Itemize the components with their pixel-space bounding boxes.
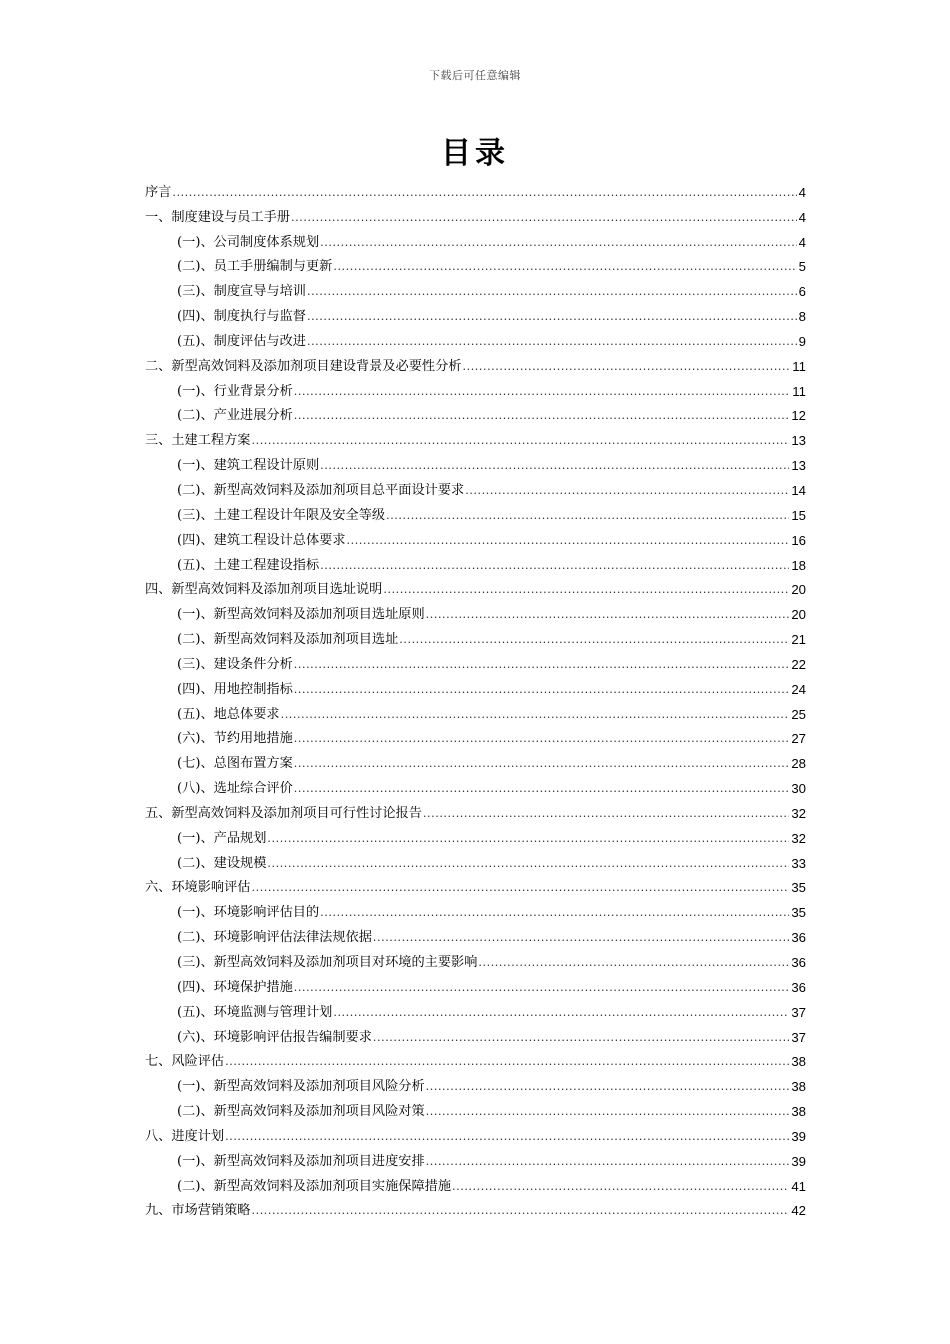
- toc-entry-label: (七)、总图布置方案: [177, 756, 293, 772]
- toc-dot-leader: [294, 407, 790, 424]
- toc-page-number: 39: [791, 1153, 806, 1169]
- toc-subentry[interactable]: [145, 375, 806, 400]
- toc-dot-leader: [294, 383, 791, 400]
- toc-subentry[interactable]: [145, 226, 806, 251]
- toc-entry-label: (三)、制度宣导与培训: [177, 284, 306, 300]
- toc-subentry[interactable]: [145, 673, 806, 698]
- toc-dot-leader: [423, 805, 789, 822]
- toc-dot-leader: [426, 1103, 790, 1120]
- toc-subentry[interactable]: [145, 1021, 806, 1046]
- toc-page-number: 37: [791, 1004, 806, 1020]
- toc-page-number: 27: [791, 731, 806, 747]
- toc-entry-label: (三)、建设条件分析: [177, 656, 293, 672]
- toc-entry-label: 三、土建工程方案: [145, 433, 251, 449]
- toc-page-number: 28: [791, 756, 806, 772]
- toc-page-number: 5: [798, 259, 806, 275]
- toc-page-number: 41: [791, 1178, 806, 1194]
- toc-page-number: 13: [791, 458, 806, 474]
- toc-dot-leader: [320, 904, 789, 921]
- toc-dot-leader: [294, 730, 790, 747]
- toc-dot-leader: [281, 706, 790, 723]
- toc-dot-leader: [267, 830, 789, 847]
- toc-entry-label: (二)、新型高效饲料及添加剂项目总平面设计要求: [177, 482, 465, 498]
- toc-subentry[interactable]: [145, 524, 806, 549]
- page-title: 目录: [441, 136, 509, 171]
- toc-page-number: 42: [791, 1203, 806, 1219]
- toc-page-number: 38: [791, 1054, 806, 1070]
- toc-page-number: 11: [792, 358, 806, 374]
- toc-entry[interactable]: [145, 201, 806, 226]
- toc-entry-label: (二)、新型高效饲料及添加剂项目风险对策: [177, 1104, 425, 1120]
- toc-page-number: 15: [791, 507, 806, 523]
- toc-entry-label: (五)、环境监测与管理计划: [177, 1004, 333, 1020]
- toc-page-number: 36: [791, 955, 806, 970]
- toc-dot-leader: [463, 358, 791, 375]
- toc-dot-leader: [252, 432, 790, 449]
- toc-subentry[interactable]: [145, 946, 806, 971]
- toc-dot-leader: [291, 209, 797, 226]
- toc-page-number: 35: [791, 905, 806, 921]
- toc-page-number: 14: [791, 482, 806, 498]
- toc-dot-leader: [426, 1078, 790, 1095]
- toc-page-number: 9: [798, 333, 806, 349]
- toc-dot-leader: [333, 258, 796, 275]
- toc-page-number: 18: [791, 557, 806, 573]
- toc-page-number: 25: [791, 706, 806, 722]
- page-header: 下载后可任意编辑: [429, 69, 521, 82]
- toc-page-number: 21: [791, 632, 806, 648]
- toc-entry-label: (一)、建筑工程设计原则: [177, 458, 320, 474]
- toc-dot-leader: [478, 954, 789, 971]
- toc-page-number: 11: [792, 383, 806, 399]
- toc-page-number: 20: [791, 582, 806, 598]
- toc-subentry[interactable]: [145, 648, 806, 673]
- toc-page-number: 33: [791, 855, 806, 871]
- toc-entry[interactable]: [145, 176, 806, 201]
- toc-page-number: 24: [791, 681, 806, 697]
- toc-entry-label: 七、风险评估: [145, 1054, 225, 1070]
- toc-dot-leader: [386, 507, 789, 524]
- toc-entry-label: (一)、新型高效饲料及添加剂项目风险分析: [177, 1079, 425, 1095]
- toc-entry-label: (六)、环境影响评估报告编制要求: [177, 1029, 372, 1045]
- toc-subentry[interactable]: [145, 300, 806, 325]
- toc-subentry[interactable]: [145, 723, 806, 748]
- toc-subentry[interactable]: [145, 623, 806, 648]
- toc-entry-label: (五)、地总体要求: [177, 706, 280, 722]
- toc-entry-label: 一、制度建设与员工手册: [145, 209, 291, 225]
- toc-dot-leader: [225, 1128, 789, 1145]
- toc-dot-leader: [294, 656, 790, 673]
- toc-subentry[interactable]: [145, 747, 806, 772]
- toc-entry[interactable]: [145, 350, 806, 375]
- toc-subentry[interactable]: [145, 1145, 806, 1170]
- toc-subentry[interactable]: [145, 400, 806, 425]
- toc-subentry[interactable]: [145, 822, 806, 847]
- toc-entry-label: (八)、选址综合评价: [177, 781, 293, 797]
- toc-entry-label: (五)、土建工程建设指标: [177, 557, 320, 573]
- toc-entry-label: (一)、行业背景分析: [177, 383, 293, 399]
- toc-page-number: 4: [798, 209, 806, 225]
- toc-dot-leader: [320, 234, 796, 251]
- toc-subentry[interactable]: [145, 449, 806, 474]
- toc-page-number: 30: [791, 781, 806, 797]
- toc-entry-label: (四)、用地控制指标: [177, 681, 293, 697]
- toc-page-number: 36: [791, 930, 806, 946]
- toc-entry-label: 四、新型高效饲料及添加剂项目选址说明: [145, 582, 383, 598]
- toc-dot-leader: [399, 631, 789, 648]
- toc-page-number: 32: [791, 830, 806, 846]
- toc-dot-leader: [320, 457, 789, 474]
- toc-dot-leader: [294, 755, 790, 772]
- toc-page-number: 4: [798, 234, 806, 250]
- toc-entry-label: (二)、产业进展分析: [177, 408, 293, 424]
- toc-subentry[interactable]: [145, 275, 806, 300]
- toc-entry-label: (二)、员工手册编制与更新: [177, 259, 333, 275]
- toc-subentry[interactable]: [145, 499, 806, 524]
- table-of-contents: [145, 176, 806, 1219]
- toc-entry-label: 六、环境影响评估: [145, 880, 251, 896]
- toc-subentry[interactable]: [145, 1070, 806, 1095]
- toc-entry-label: (一)、公司制度体系规划: [177, 234, 320, 250]
- toc-page-number: 22: [791, 656, 806, 672]
- toc-dot-leader: [452, 1178, 789, 1195]
- toc-page-number: 13: [791, 433, 806, 449]
- toc-entry-label: 五、新型高效饲料及添加剂项目可行性讨论报告: [145, 805, 422, 821]
- toc-dot-leader: [267, 855, 789, 872]
- toc-subentry[interactable]: [145, 971, 806, 996]
- toc-page-number: 38: [791, 1079, 806, 1095]
- toc-dot-leader: [294, 780, 790, 797]
- toc-subentry[interactable]: [145, 996, 806, 1021]
- toc-dot-leader: [373, 929, 789, 946]
- toc-entry[interactable]: [145, 424, 806, 449]
- toc-page-number: 32: [791, 805, 806, 821]
- toc-entry-label: (一)、产品规划: [177, 830, 267, 846]
- toc-entry-label: (五)、制度评估与改进: [177, 333, 306, 349]
- toc-entry-label: (四)、制度执行与监督: [177, 309, 306, 325]
- toc-dot-leader: [426, 606, 790, 623]
- toc-subentry[interactable]: [145, 847, 806, 872]
- toc-dot-leader: [320, 557, 789, 574]
- toc-dot-leader: [307, 333, 797, 350]
- toc-dot-leader: [172, 184, 796, 201]
- toc-entry-label: (一)、新型高效饲料及添加剂项目进度安排: [177, 1153, 425, 1169]
- toc-dot-leader: [465, 482, 789, 499]
- toc-page-number: 39: [791, 1128, 806, 1144]
- toc-entry-label: (一)、环境影响评估目的: [177, 905, 320, 921]
- toc-dot-leader: [373, 1029, 789, 1046]
- toc-entry-label: (三)、土建工程设计年限及安全等级: [177, 507, 386, 523]
- toc-subentry[interactable]: [145, 325, 806, 350]
- toc-subentry[interactable]: [145, 549, 806, 574]
- toc-entry-label: (六)、节约用地措施: [177, 731, 293, 747]
- toc-page-number: 35: [791, 880, 806, 896]
- toc-dot-leader: [383, 581, 789, 598]
- toc-entry-label: (二)、新型高效饲料及添加剂项目选址: [177, 632, 399, 648]
- toc-dot-leader: [294, 681, 790, 698]
- toc-dot-leader: [252, 879, 790, 896]
- toc-page-number: 20: [791, 607, 806, 623]
- toc-page-number: 6: [798, 284, 806, 300]
- toc-subentry[interactable]: [145, 772, 806, 797]
- toc-subentry[interactable]: [145, 698, 806, 723]
- toc-subentry[interactable]: [145, 921, 806, 946]
- toc-dot-leader: [307, 283, 797, 300]
- toc-dot-leader: [347, 532, 790, 549]
- toc-entry-label: (三)、新型高效饲料及添加剂项目对环境的主要影响: [177, 955, 478, 970]
- toc-page-number: 4: [798, 184, 806, 200]
- toc-entry-label: 八、进度计划: [145, 1128, 225, 1144]
- toc-page-number: 12: [791, 408, 806, 424]
- toc-page-number: 16: [791, 532, 806, 548]
- toc-entry-label: (二)、建设规模: [177, 855, 267, 871]
- toc-dot-leader: [307, 308, 797, 325]
- toc-entry-label: (一)、新型高效饲料及添加剂项目选址原则: [177, 607, 425, 623]
- toc-subentry[interactable]: [145, 251, 806, 276]
- toc-entry-label: (四)、建筑工程设计总体要求: [177, 532, 346, 548]
- toc-entry-label: (二)、环境影响评估法律法规依据: [177, 930, 372, 946]
- toc-entry[interactable]: [145, 797, 806, 822]
- toc-subentry[interactable]: [145, 474, 806, 499]
- toc-entry-label: 序言: [145, 184, 172, 200]
- toc-page-number: 8: [798, 309, 806, 325]
- toc-subentry[interactable]: [145, 1095, 806, 1120]
- toc-subentry[interactable]: [145, 896, 806, 921]
- toc-entry-label: (四)、环境保护措施: [177, 979, 293, 995]
- toc-dot-leader: [333, 1004, 789, 1021]
- toc-dot-leader: [252, 1202, 790, 1219]
- toc-entry-label: 二、新型高效饲料及添加剂项目建设背景及必要性分析: [145, 358, 462, 374]
- toc-entry[interactable]: [145, 574, 806, 599]
- toc-entry[interactable]: [145, 1195, 806, 1220]
- toc-subentry[interactable]: [145, 1170, 806, 1195]
- toc-entry[interactable]: [145, 872, 806, 897]
- toc-entry[interactable]: [145, 1046, 806, 1071]
- toc-dot-leader: [294, 979, 790, 996]
- toc-dot-leader: [225, 1053, 789, 1070]
- toc-entry-label: (二)、新型高效饲料及添加剂项目实施保障措施: [177, 1178, 452, 1194]
- toc-page-number: 38: [791, 1104, 806, 1120]
- toc-page-number: 37: [791, 1029, 806, 1045]
- toc-page-number: 36: [791, 979, 806, 995]
- toc-entry-label: 九、市场营销策略: [145, 1203, 251, 1219]
- toc-dot-leader: [426, 1153, 790, 1170]
- toc-subentry[interactable]: [145, 598, 806, 623]
- toc-entry[interactable]: [145, 1120, 806, 1145]
